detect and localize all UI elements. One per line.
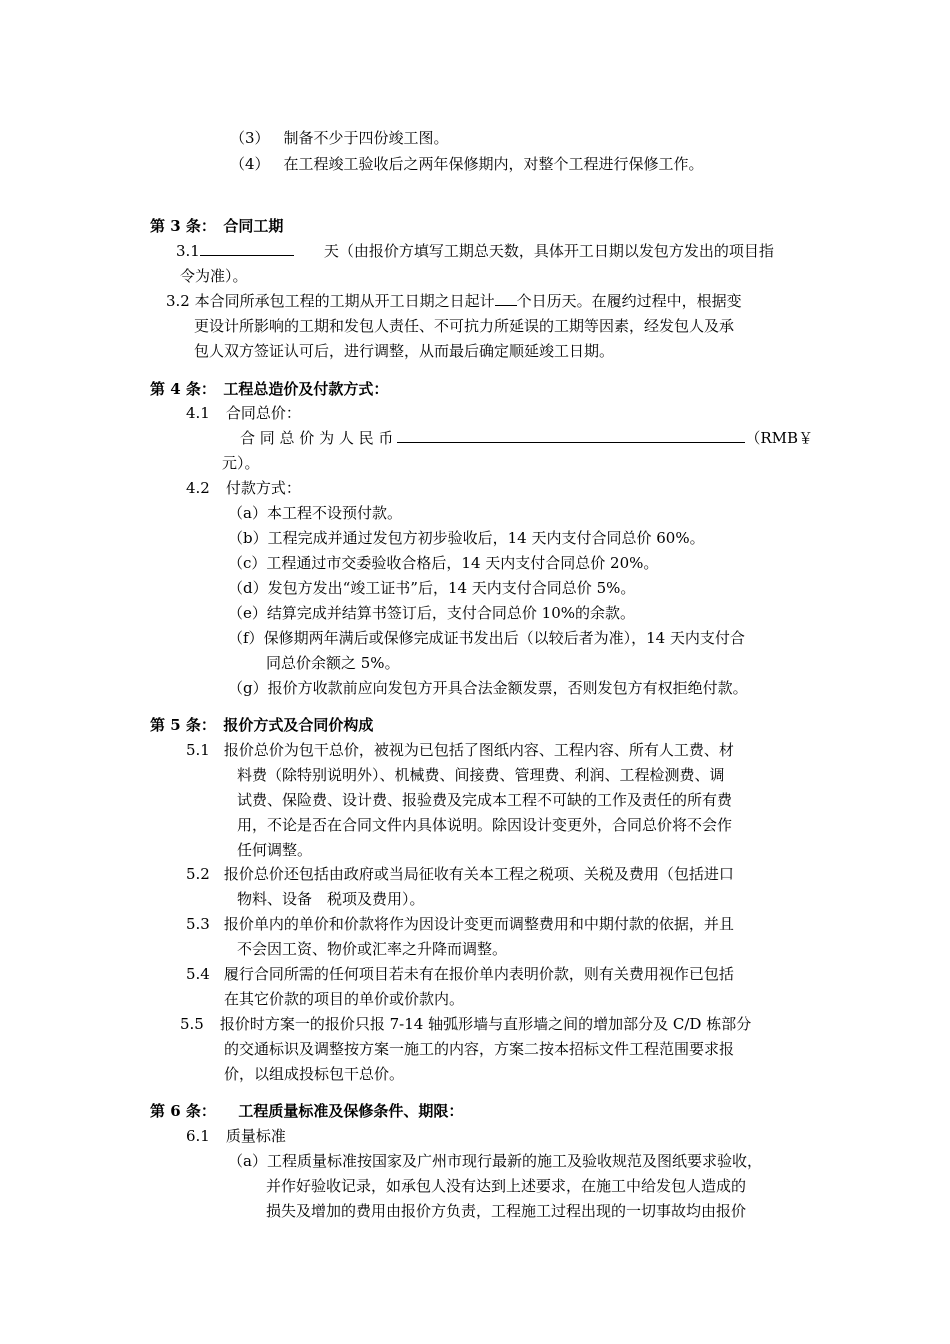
clause-5-1-line: 试费、保险费、设计费、报验费及完成本工程不可缺的工作及责任的所有费 [237,791,733,809]
clause-5-3-line: 不会因工资、物价或汇率之升降而调整。 [237,940,508,958]
list-item-continuation: 损失及增加的费用由报价方负责，工程施工过程出现的一切事故均由报价 [266,1202,747,1220]
blank-days-field [200,241,294,256]
blank-calendar-days-field [495,291,517,306]
item-label: （3） [230,129,270,147]
clause-4-2-heading: 4.2 付款方式： [186,479,301,497]
list-item-continuation: 同总价余额之 5%。 [266,654,400,672]
clause-5-5-line: 的交通标识及调整按方案一施工的内容，方案二按本招标文件工程范围要求报 [224,1040,735,1058]
clause-5-5-line-1: 5.5 报价时方案一的报价只报 7-14 轴弧形墙与直形墙之间的增加部分及 C/D 栋部分 [180,1015,752,1033]
clause-number: 3.1 [176,242,200,260]
list-item: （f）保修期两年满后或保修完成证书发出后（以较后者为准），14 天内支付合 [228,629,745,647]
clause-3-2-line-1: 3.2 本合同所承包工程的工期从开工日期之日起计 个日历天。在履约过程中，根据变 [166,292,742,310]
clause-5-5-line: 价，以组成投标包干总价。 [224,1065,405,1083]
clause-3-1-line-2: 令为准）。 [180,267,248,285]
clause-5-3-line-1: 5.3 报价单内的单价和价款将作为因设计变更而调整费用和中期付款的依据，并且 [186,915,734,933]
list-item-continuation: 并作好验收记录，如承包人没有达到上述要求，在施工中给发包人造成的 [266,1177,747,1195]
section-3-title: 第 3 条： 合同工期 [150,217,284,235]
clause-3-2-line-2: 更设计所影响的工期和发包人责任、不可抗力所延误的工期等因素，经发包人及承 [194,317,735,335]
clause-5-4-line-1: 5.4 履行合同所需的任何项目若未有在报价单内表明价款，则有关费用视作已包括 [186,965,734,983]
clause-3-2-line-3: 包人双方签证认可后，进行调整，从而最后确定顺延竣工日期。 [194,342,615,360]
list-item: （a）工程质量标准按国家及广州市现行最新的施工及验收规范及图纸要求验收， [228,1152,762,1170]
clause-4-1-heading: 4.1 合同总价： [186,404,301,422]
list-item: （e）结算完成并结算书签订后，支付合同总价 10%的余款。 [228,604,636,622]
list-item: （d）发包方发出“竣工证书”后，14 天内支付合同总价 5%。 [228,579,636,597]
item-text: 制备不少于四份竣工图。 [283,129,449,147]
clause-5-1-line: 料费（除特别说明外）、机械费、间接费、管理费、利润、工程检测费、调 [237,766,725,784]
section-6-title: 第 6 条： 工程质量标准及保修条件、期限： [150,1102,464,1120]
list-item: （b）工程完成并通过发包方初步验收后，14 天内支付合同总价 60%。 [228,529,705,547]
item-text: 在工程竣工验收后之两年保修期内，对整个工程进行保修工作。 [283,155,704,173]
list-item [230,154,704,174]
clause-5-1-line: 用，不论是否在合同文件内具体说明。除因设计变更外，合同总价将不会作 [237,816,733,834]
list-item: （a）本工程不设预付款。 [228,504,402,522]
clause-5-2-line: 物料、设备 税项及费用）。 [237,890,425,908]
clause-6-1-heading: 6.1 质量标准 [186,1127,286,1145]
blank-total-price-field [397,428,745,443]
contract-total-tail: 元）。 [222,454,260,472]
clause-5-1-line: 任何调整。 [237,841,313,859]
section-5-title: 第 5 条： 报价方式及合同价构成 [150,716,374,734]
clause-5-1-line-1: 5.1 报价总价为包干总价，被视为已包括了图纸内容、工程内容、所有人工费、材 [186,741,734,759]
clause-5-4-line: 在其它价款的项目的单价或价款内。 [224,990,465,1008]
list-item: （g）报价方收款前应向发包方开具合法金额发票，否则发包方有权拒绝付款。 [228,679,748,697]
list-item [230,128,449,148]
clause-5-2-line-1: 5.2 报价总价还包括由政府或当局征收有关本工程之税项、关税及费用（包括进口 [186,865,734,883]
list-item: （c）工程通过市交委验收合格后，14 天内支付合同总价 20%。 [228,554,659,572]
contract-total-line: 合 同 总 价 为 人 民 币 （RMB￥ [240,429,814,447]
item-label: （4） [230,155,270,173]
clause-3-1-line-1: 3.1 天（由报价方填写工期总天数，具体开工日期以发包方发出的项目指 [176,242,774,260]
section-4-title: 第 4 条： 工程总造价及付款方式： [150,380,389,398]
